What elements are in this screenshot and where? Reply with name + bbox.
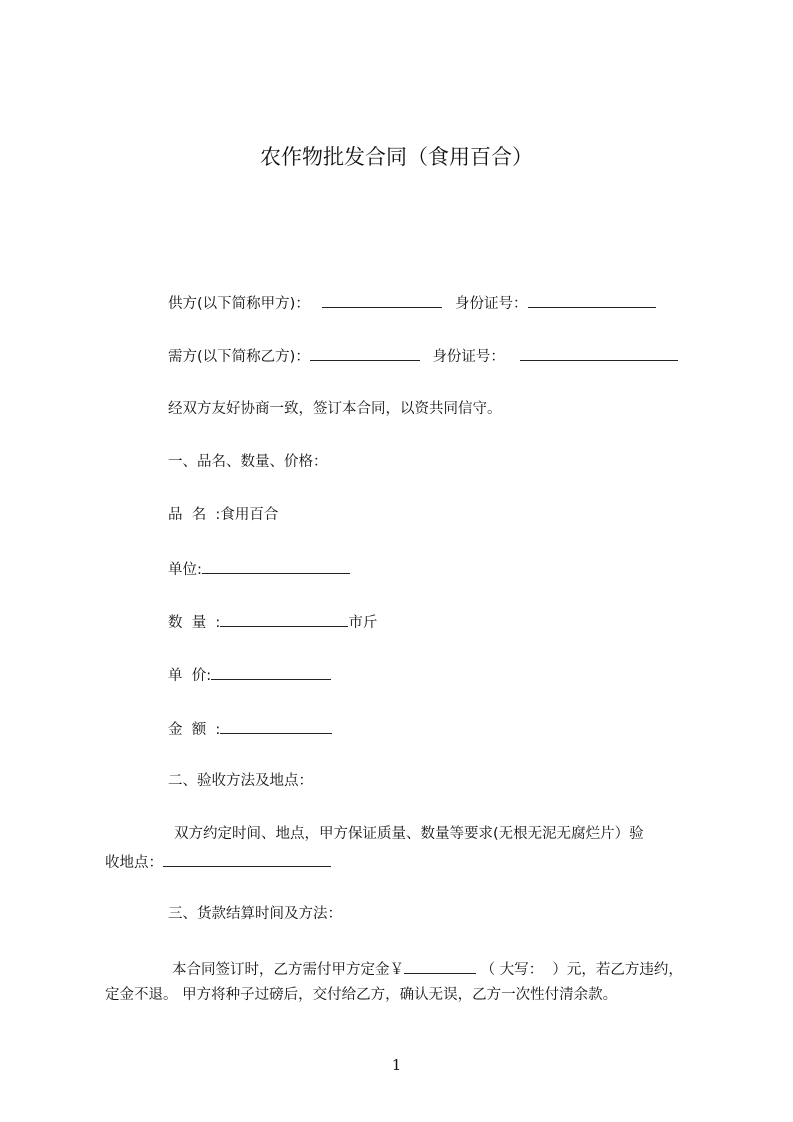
product-name-line	[168, 506, 278, 524]
unit-blank[interactable]	[202, 559, 350, 574]
agreement-text: 经双方友好协商一致，签订本合同，以资共同信守。	[168, 401, 502, 417]
quantity-label: 数 量 :	[168, 615, 221, 631]
quantity-blank[interactable]	[220, 612, 348, 627]
unit-line	[168, 559, 350, 579]
quantity-unit: 市斤	[348, 615, 378, 631]
location-label: 收地点：	[105, 855, 163, 871]
supplier-name-blank[interactable]	[322, 293, 442, 308]
buyer-label: 需方(以下简称乙方)：	[168, 349, 310, 365]
product-name-label: 品 名 :	[168, 507, 221, 523]
supplier-label: 供方(以下简称甲方)：	[168, 296, 310, 312]
amount-line	[168, 719, 332, 739]
section1-heading: 一、品名、数量、价格：	[168, 454, 328, 470]
contract-title: 农作物批发合同（食用百合）	[260, 145, 533, 169]
buyer-line	[168, 346, 678, 366]
payment-line-2: 定金不退。 甲方将种子过磅后，交付给乙方，确认无误，乙方一次性付清余款。	[105, 987, 618, 1003]
price-label: 单 价:	[168, 668, 212, 684]
payment-line-1	[172, 959, 683, 979]
page-number: 1	[391, 1056, 402, 1074]
location-blank[interactable]	[163, 852, 331, 867]
deposit-text: 本合同签订时，乙方需付甲方定金￥	[172, 962, 404, 978]
location-line	[105, 852, 331, 872]
amount-blank[interactable]	[220, 719, 332, 734]
amount-label: 金 额 :	[168, 722, 221, 738]
buyer-id-label: 身份证号：	[432, 349, 505, 365]
price-blank[interactable]	[211, 665, 331, 680]
section2-heading: 二、验收方法及地点：	[168, 773, 313, 789]
supplier-line	[168, 293, 656, 313]
section2-text: 双方约定时间、地点，甲方保证质量、数量等要求(无根无泥无腐烂片）验	[174, 826, 644, 842]
unit-label: 单位:	[168, 562, 202, 578]
buyer-name-blank[interactable]	[310, 346, 420, 361]
section3-heading: 三、货款结算时间及方法：	[168, 906, 342, 922]
product-name-value: 食用百合	[220, 507, 279, 523]
buyer-id-blank[interactable]	[520, 346, 678, 361]
supplier-id-blank[interactable]	[528, 293, 656, 308]
supplier-id-label: 身份证号：	[455, 296, 528, 312]
deposit-blank[interactable]	[404, 959, 476, 974]
quantity-line	[168, 612, 377, 632]
price-line	[168, 665, 331, 685]
deposit-capital-text: （ 大写： ）元，若乙方违约，	[480, 962, 683, 978]
